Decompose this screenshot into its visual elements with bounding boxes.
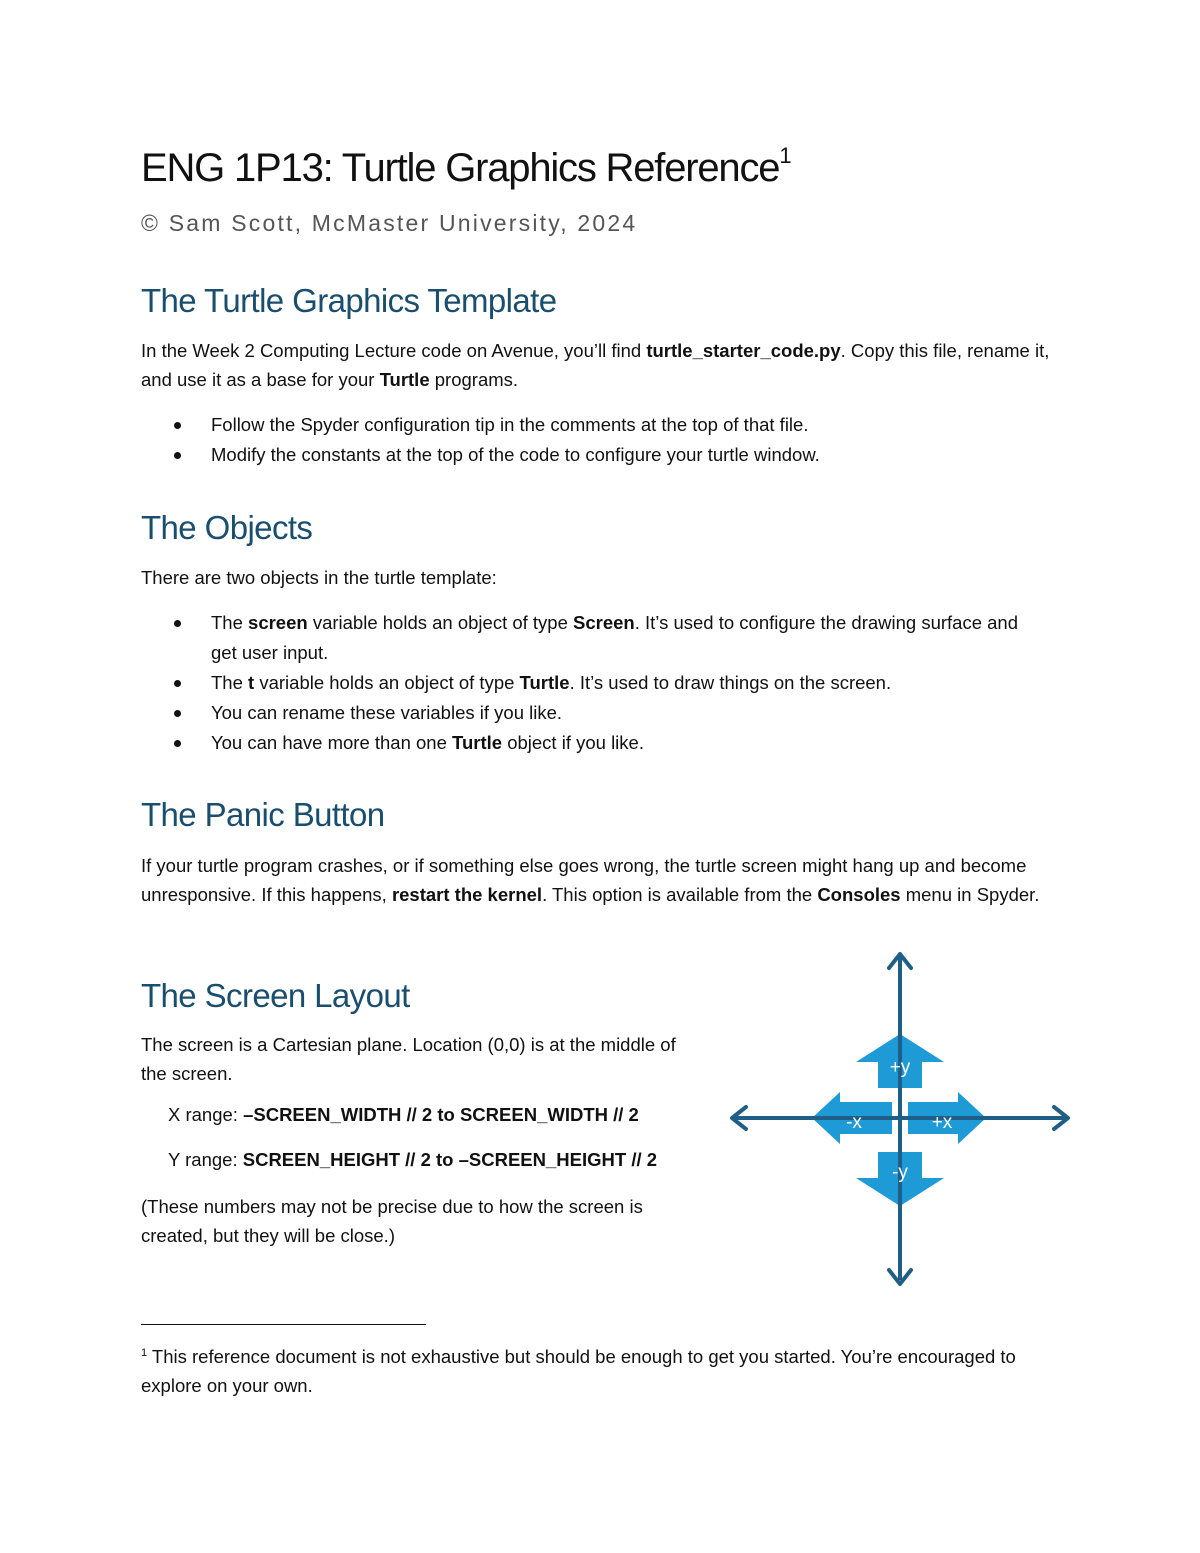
footnote: [141, 1339, 1041, 1400]
template-text-1: In the Week 2 Computing Lecture code on Avenue, you’ll find: [141, 340, 647, 361]
text: If your turtle program crashes, or if something else goes wrong, the turtle screen might hang up and become unresponsive. If this happens,: [141, 855, 1027, 905]
bullet-text: Modify the constants at the top of the code to configure your turtle window.: [211, 444, 820, 465]
y-range-label: Y range:: [168, 1149, 243, 1170]
heading-panic-button: The Panic Button: [141, 796, 385, 833]
starter-code-filename: turtle_starter_code.py: [646, 340, 841, 361]
minus-x-label: -x: [846, 1112, 862, 1133]
text: object if you like.: [502, 732, 644, 753]
text: . It’s used to draw things on the screen.: [569, 672, 892, 693]
minus-x-arrow: [812, 1092, 892, 1144]
text: variable holds an object of type: [254, 672, 520, 693]
layout-note: (These numbers may not be precise due to how the screen is created, but they will be close.): [141, 1196, 643, 1246]
x-range-label: X range:: [168, 1104, 244, 1125]
list-item: [141, 440, 1021, 470]
coordinate-axes-diagram: [720, 940, 1080, 1300]
bullet-icon: [174, 620, 181, 627]
y-range-value: SCREEN_HEIGHT // 2 to –SCREEN_HEIGHT // 2: [242, 1149, 658, 1170]
consoles-bold: Consoles: [817, 883, 901, 905]
plus-x-arrow: [908, 1092, 986, 1144]
bullet-text: Follow the Spyder configuration tip in the comments at the top of that file.: [211, 414, 809, 435]
text: You can rename these variables if you like.: [211, 702, 563, 723]
title-text: ENG 1P13: Turtle Graphics Reference: [141, 146, 780, 190]
bullet-icon: [174, 422, 181, 429]
screen-type: Screen: [573, 612, 635, 633]
footnote-text: This reference document is not exhaustive but should be enough to get you started. You’re encouraged to explore on your own.: [141, 1346, 1016, 1396]
text: You can have more than one: [211, 732, 453, 753]
list-item: [141, 728, 1021, 758]
plus-x-label: +x: [931, 1112, 953, 1133]
text: . This option is available from the: [542, 883, 818, 905]
template-text-2: . Copy this file, rename it, and use it as a base for your: [141, 340, 1050, 390]
text: variable holds an object of type: [307, 612, 574, 633]
restart-kernel-bold: restart the kernel: [391, 883, 543, 905]
heading-turtle-template: The Turtle Graphics Template: [141, 282, 557, 319]
footnote-divider: [141, 1324, 426, 1325]
footnote-mark: 1: [141, 1347, 148, 1359]
screen-var: screen: [248, 612, 308, 633]
plus-y-arrow: [856, 1034, 944, 1088]
y-range: [168, 1149, 657, 1171]
bullet-icon: [174, 710, 181, 717]
page-title: [141, 142, 791, 191]
layout-paragraph: The screen is a Cartesian plane. Location (0,0) is at the middle of the screen.: [141, 1034, 676, 1084]
text: The: [211, 612, 249, 633]
copyright-line: © Sam Scott, McMaster University, 2024: [141, 210, 638, 236]
objects-intro: There are two objects in the turtle template:: [141, 567, 497, 588]
text: . It’s used to configure the drawing surface and get user input.: [211, 612, 1019, 663]
list-item: [141, 668, 1021, 698]
text: menu in Spyder.: [900, 883, 1040, 905]
template-text-3: programs.: [429, 368, 519, 390]
panic-paragraph: [141, 852, 1071, 909]
heading-screen-layout: The Screen Layout: [141, 977, 410, 1014]
plus-y-label: +y: [889, 1057, 911, 1078]
turtle-type: Turtle: [519, 672, 570, 693]
bullet-icon: [174, 740, 181, 747]
bullet-icon: [174, 452, 181, 459]
minus-y-label: -y: [892, 1162, 908, 1183]
list-item: [141, 410, 1021, 440]
template-paragraph: [141, 337, 1061, 394]
minus-y-arrow: [856, 1152, 944, 1206]
x-range-value: –SCREEN_WIDTH // 2 to SCREEN_WIDTH // 2: [243, 1104, 639, 1125]
list-item: [141, 698, 1021, 728]
turtle-bold: Turtle: [379, 368, 430, 390]
bullet-icon: [174, 680, 181, 687]
objects-bullet-list: [141, 608, 1021, 758]
template-bullet-list: [141, 410, 1021, 470]
text: The: [211, 672, 249, 693]
title-footnote-mark: 1: [779, 142, 791, 168]
t-var: t: [248, 672, 255, 693]
turtle-bold: Turtle: [452, 732, 503, 753]
list-item: [141, 608, 1021, 668]
heading-objects: The Objects: [141, 509, 313, 546]
x-range: [168, 1104, 639, 1126]
